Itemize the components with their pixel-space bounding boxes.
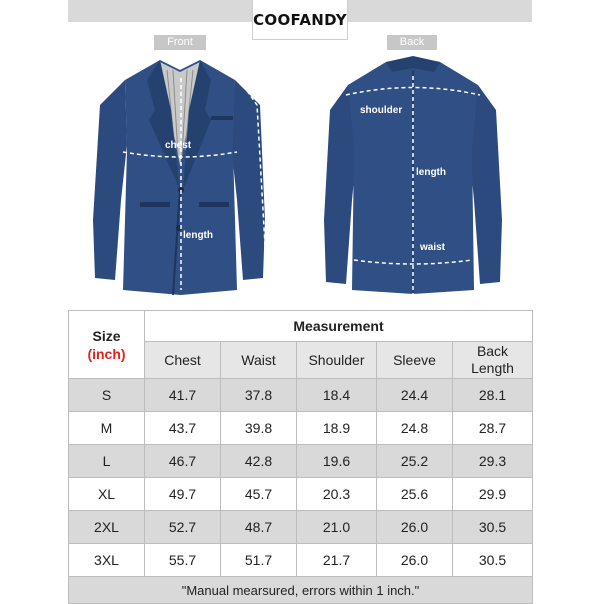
front-length-label: length [183, 230, 213, 241]
front-view-label: Front [154, 35, 206, 50]
size-chart-table [68, 310, 533, 604]
size-header-label: Size [92, 327, 121, 344]
size-cell: M [69, 412, 145, 445]
table-row [69, 478, 533, 511]
value-cell: 26.0 [377, 511, 453, 544]
value-cell: 21.7 [297, 544, 377, 577]
size-cell: L [69, 445, 145, 478]
front-chest-label: chest [165, 140, 192, 151]
column-header-waist: Waist [221, 342, 297, 379]
value-cell: 55.7 [145, 544, 221, 577]
table-row [69, 445, 533, 478]
measurement-note: "Manual mearsured, errors within 1 inch." [69, 577, 533, 604]
column-header-back-length: Back Length [453, 342, 533, 379]
value-cell: 51.7 [221, 544, 297, 577]
column-header-sleeve: Sleeve [377, 342, 453, 379]
size-cell: 3XL [69, 544, 145, 577]
value-cell: 21.0 [297, 511, 377, 544]
column-header-shoulder: Shoulder [297, 342, 377, 379]
value-cell: 26.0 [377, 544, 453, 577]
value-cell: 19.6 [297, 445, 377, 478]
front-sleeve-label: sleeve [240, 178, 251, 209]
value-cell: 25.6 [377, 478, 453, 511]
value-cell: 20.3 [297, 478, 377, 511]
column-header-chest: Chest [145, 342, 221, 379]
front-jacket-image [85, 50, 275, 300]
back-waist-label: waist [420, 242, 446, 253]
back-view-label: Back [387, 35, 437, 50]
value-cell: 29.9 [453, 478, 533, 511]
value-cell: 28.1 [453, 379, 533, 412]
back-jacket-illustration [318, 50, 508, 300]
brand-logo: COOFANDY [252, 0, 348, 40]
size-cell: S [69, 379, 145, 412]
size-cell: XL [69, 478, 145, 511]
value-cell: 25.2 [377, 445, 453, 478]
value-cell: 39.8 [221, 412, 297, 445]
value-cell: 18.9 [297, 412, 377, 445]
table-row [69, 379, 533, 412]
size-cell: 2XL [69, 511, 145, 544]
table-row [69, 511, 533, 544]
value-cell: 49.7 [145, 478, 221, 511]
value-cell: 24.4 [377, 379, 453, 412]
table-row [69, 544, 533, 577]
value-cell: 42.8 [221, 445, 297, 478]
value-cell: 24.8 [377, 412, 453, 445]
back-length-label: length [416, 167, 446, 178]
unit-label: (inch) [87, 345, 126, 362]
value-cell: 41.7 [145, 379, 221, 412]
value-cell: 18.4 [297, 379, 377, 412]
value-cell: 28.7 [453, 412, 533, 445]
front-jacket-illustration [85, 50, 275, 300]
table-row [69, 412, 533, 445]
size-header [69, 311, 145, 379]
back-shoulder-label: shoulder [360, 105, 403, 116]
value-cell: 37.8 [221, 379, 297, 412]
value-cell: 46.7 [145, 445, 221, 478]
value-cell: 30.5 [453, 511, 533, 544]
value-cell: 29.3 [453, 445, 533, 478]
value-cell: 52.7 [145, 511, 221, 544]
value-cell: 43.7 [145, 412, 221, 445]
value-cell: 30.5 [453, 544, 533, 577]
back-jacket-image [318, 50, 508, 300]
measurement-header: Measurement [145, 311, 533, 342]
value-cell: 45.7 [221, 478, 297, 511]
value-cell: 48.7 [221, 511, 297, 544]
